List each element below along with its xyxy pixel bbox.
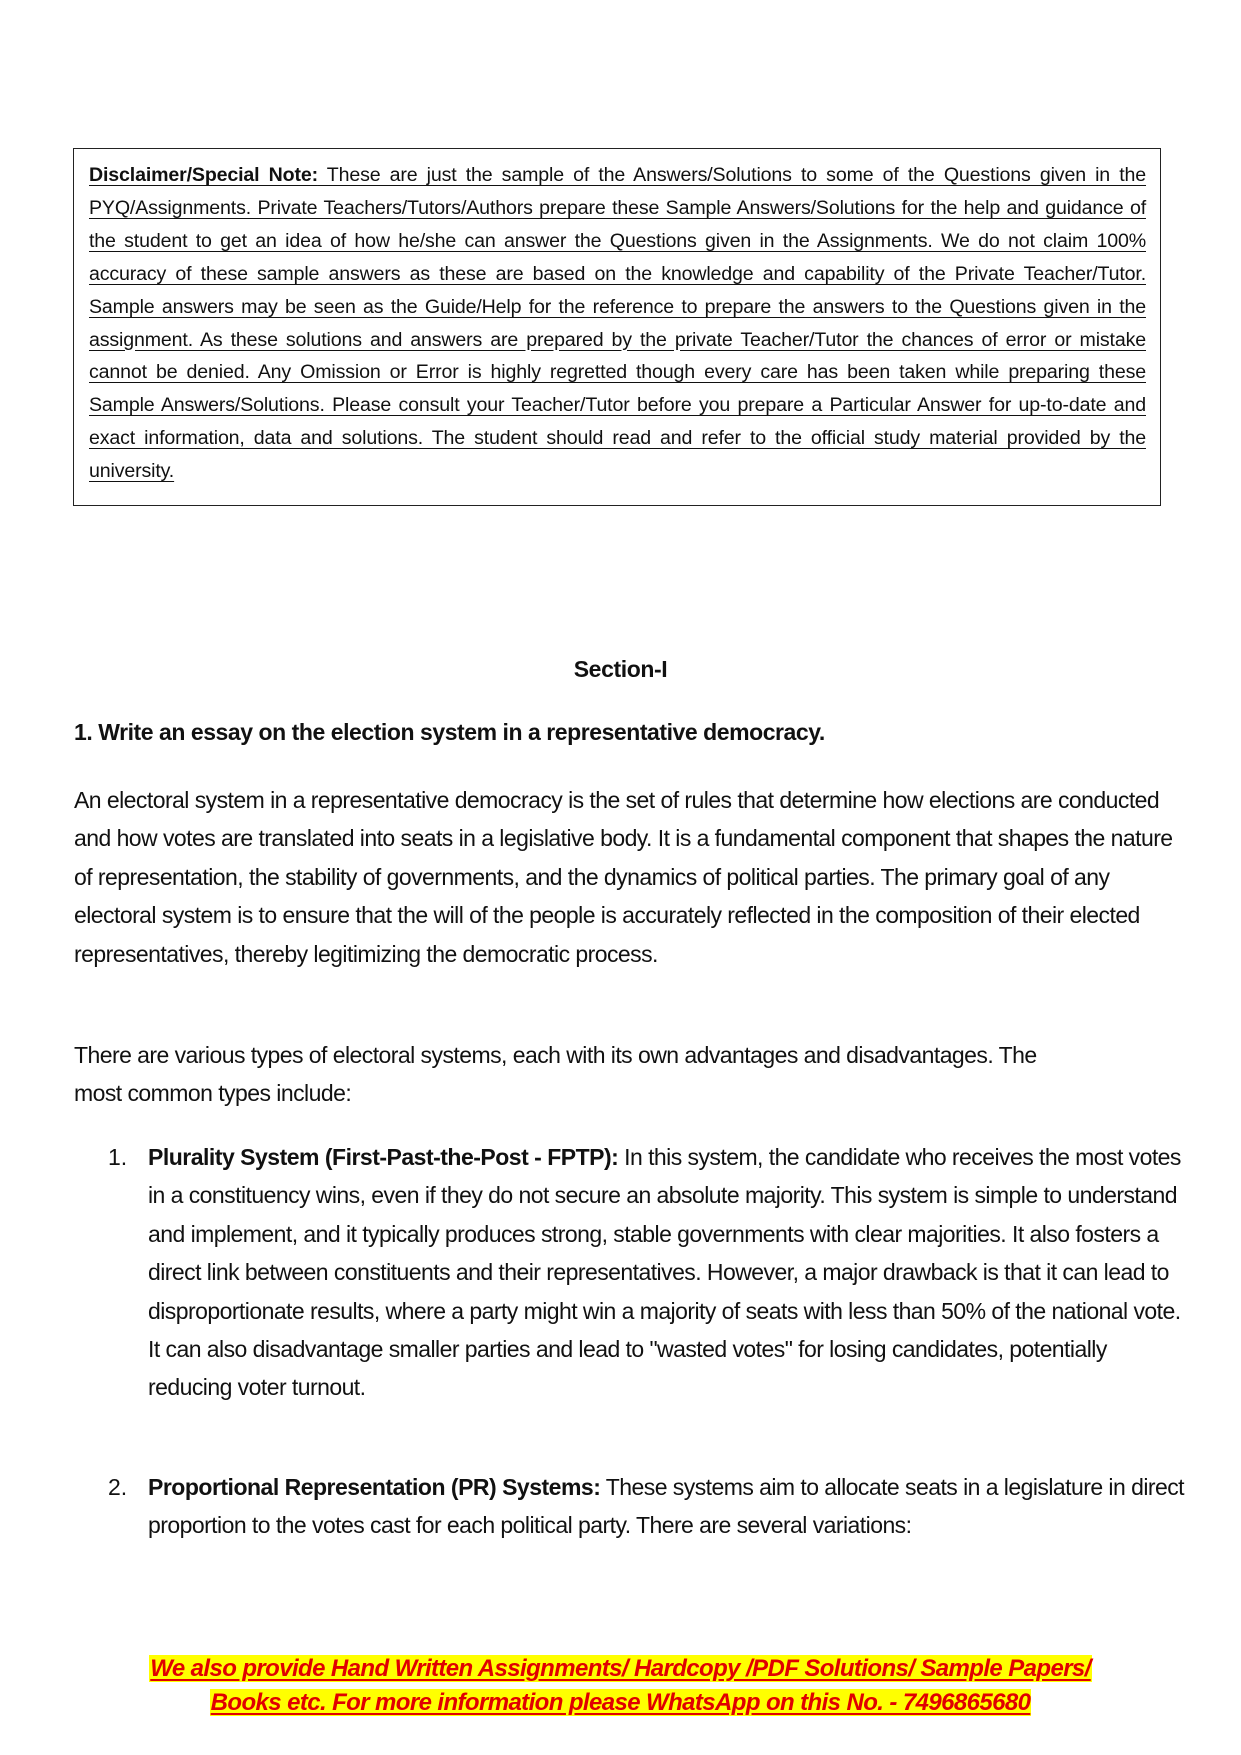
promo-line-2: Books etc. For more information please WhatsApp on this No. - 7496865680 [210, 1689, 1031, 1716]
disclaimer-label: Disclaimer/Special Note: [89, 164, 318, 186]
list-item-title: Proportional Representation (PR) Systems: [148, 1474, 601, 1500]
types-paragraph: There are various types of electoral systems, each with its own advantages and disadvantages. The most common types include: [74, 1042, 1037, 1107]
disclaimer-text [89, 159, 1146, 488]
promo-line-1: We also provide Hand Written Assignments/ Hardcopy /PDF Solutions/ Sample Papers/ [150, 1655, 1091, 1682]
list-item-proportional [108, 1468, 1188, 1545]
question-heading: 1. Write an essay on the election system in a representative democracy. [74, 719, 825, 745]
section-title: Section-I [573, 656, 668, 682]
disclaimer-body: These are just the sample of the Answers/Solutions to some of the Questions given in the PYQ/Assignments. Private Teachers/Tutors/Authors prepare these Sample Answers/Solutions for the help and guidance of the student to get an idea of how he/she can answer the Questions given in the Assignments. We do not claim 100% accuracy of these sample answers as these are based on the knowledge and capability of the Private Teacher/Tutor. Sample answers may be seen as the Guide/Help for the reference to prepare the answers to the Questions given in the assignment. As these solutions and answers are prepared by the private Teacher/Tutor the chances of error or mistake cannot be denied. Any Omission or Error is highly regretted though every care has been taken while preparing these Sample Answers/Solutions. Please consult your Teacher/Tutor before you prepare a Particular Answer for up-to-date and exact information, data and solutions. The student should read and refer to the official study material provided by the university. [89, 164, 1147, 483]
promo-footer [0, 1652, 1241, 1720]
list-body [148, 1138, 1188, 1407]
list-number: 1. [108, 1144, 128, 1170]
list-item-title: Plurality System (First-Past-the-Post - FPTP): [148, 1144, 619, 1170]
list-item-plurality [108, 1138, 1188, 1407]
list-item-text: In this system, the candidate who receives the most votes in a constituency wins, even if they do not secure an absolute majority. This system is simple to understand and implement, and it typically produces strong, stable governments with clear majorities. It also fosters a direct link between constituents and their representatives. However, a major drawback is that it can lead to disproportionate results, where a party might win a majority of seats with less than 50% of the national vote. It can also disadvantage smaller parties and lead to "wasted votes" for losing candidates, potentially reducing voter turnout. [148, 1144, 1181, 1401]
list-number: 2. [108, 1474, 128, 1500]
list-item-text: These systems aim to allocate seats in a legislature in direct proportion to the votes cast for each political party. There are several variations: [148, 1474, 1185, 1539]
intro-paragraph: An electoral system in a representative democracy is the set of rules that determine how elections are conducted and how votes are translated into seats in a legislative body. It is a fundamental component that shapes the nature of representation, the stability of governments, and the dynamics of political parties. The primary goal of any electoral system is to ensure that the will of the people is accurately reflected in the composition of their elected representatives, thereby legitimizing the democratic process. [74, 787, 1173, 967]
disclaimer-box [73, 148, 1161, 506]
list-body [148, 1468, 1188, 1545]
